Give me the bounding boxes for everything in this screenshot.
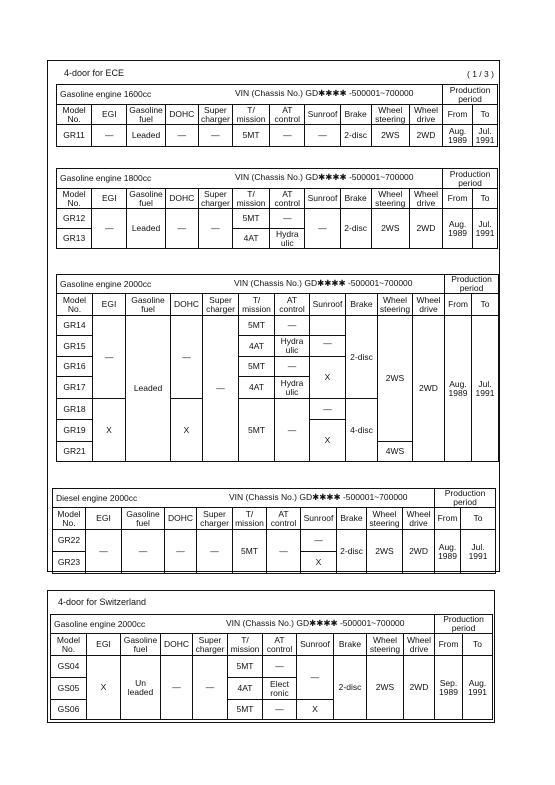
- at-control-cell: Elect ronic: [263, 678, 297, 700]
- at-control-cell: —: [275, 357, 310, 377]
- model-cell: GR17: [57, 377, 93, 399]
- header-fuel: Gasoline fuel: [127, 105, 165, 125]
- supercharger-cell: —: [203, 316, 239, 462]
- dohc-cell: X: [171, 399, 203, 462]
- model-cell: GR13: [57, 229, 92, 249]
- egi-cell: —: [93, 316, 126, 399]
- header-supercharger: Super charger: [198, 105, 232, 125]
- at-control-cell: Hydra ulic: [275, 336, 310, 357]
- brake-cell: 2-disc: [346, 316, 378, 399]
- header-model: Model No.: [57, 189, 92, 209]
- sunroof-cell: —: [310, 336, 346, 357]
- engine-label: Gasoline engine 2000cc: [54, 618, 146, 629]
- vin-label: VIN (Chassis No.) GD✱✱✱✱ -500001~700000: [235, 88, 414, 98]
- header-transmission: T/ mission: [232, 105, 269, 125]
- egi-cell: —: [86, 530, 122, 574]
- at-control-cell: —: [270, 125, 305, 147]
- table-diesel-2000: [52, 488, 496, 574]
- wheel-drive-cell: 2WD: [403, 530, 435, 574]
- header-supercharger: Super charger: [198, 189, 232, 209]
- dohc-cell: —: [161, 656, 193, 720]
- header-egi: EGI: [87, 634, 121, 656]
- wheel-drive-cell: 2WD: [413, 316, 445, 462]
- brake-cell: 4-disc: [346, 399, 378, 462]
- header-wheel-steering: Wheel steering: [367, 508, 403, 530]
- model-cell: GR23: [53, 552, 86, 574]
- header-egi: EGI: [92, 105, 127, 125]
- header-sunroof: Sunroof: [305, 189, 340, 209]
- header-from: From: [435, 634, 463, 656]
- header-transmission: T/ mission: [239, 294, 275, 316]
- transmission-cell: 5MT: [232, 209, 269, 229]
- wheel-drive-cell: 2WD: [404, 656, 435, 720]
- transmission-cell: 4AT: [228, 678, 263, 700]
- to-cell: Aug. 1991: [463, 656, 493, 720]
- supercharger-cell: —: [197, 530, 233, 574]
- header-dohc: DOHC: [165, 189, 198, 209]
- header-brake: Brake: [340, 189, 371, 209]
- table-row: [57, 316, 499, 336]
- transmission-cell: 5MT: [228, 656, 263, 678]
- header-fuel: Gasoline fuel: [126, 294, 171, 316]
- header-transmission: T/ mission: [232, 189, 269, 209]
- at-control-cell: —: [267, 530, 301, 574]
- at-control-cell: —: [263, 700, 297, 720]
- sunroof-cell: —: [297, 656, 334, 700]
- header-supercharger: Super charger: [193, 634, 228, 656]
- header-model: Model No.: [51, 634, 87, 656]
- header-dohc: DOHC: [165, 105, 198, 125]
- ece-title: 4-door for ECE: [64, 68, 125, 78]
- page-indicator: ( 1 / 3 ): [467, 69, 494, 79]
- dohc-cell: —: [165, 530, 197, 574]
- brake-cell: 2-disc: [340, 209, 371, 249]
- header-wheel-drive: Wheel drive: [413, 294, 445, 316]
- wheel-steering-cell: 4WS: [378, 442, 413, 462]
- header-production-period: Production period: [435, 489, 496, 508]
- supercharger-cell: —: [198, 125, 232, 147]
- header-to: To: [473, 105, 498, 125]
- from-cell: Aug. 1989: [443, 209, 473, 249]
- egi-cell: X: [93, 399, 126, 462]
- table-gasoline-2000: [56, 274, 499, 462]
- header-brake: Brake: [334, 634, 367, 656]
- vin-label: VIN (Chassis No.) GD✱✱✱✱ -500001~700000: [226, 618, 405, 628]
- header-to: To: [472, 294, 499, 316]
- fuel-cell: Leaded: [127, 209, 165, 249]
- table-row: [57, 209, 498, 229]
- brake-cell: 2-disc: [337, 530, 367, 574]
- header-model: Model No.: [57, 105, 92, 125]
- header-at-control: AT control: [263, 634, 297, 656]
- header-sunroof: Sunroof: [310, 294, 346, 316]
- egi-cell: X: [87, 656, 121, 720]
- header-wheel-steering: Wheel steering: [367, 634, 404, 656]
- header-production-period: Production period: [445, 275, 499, 294]
- model-cell: GS05: [51, 678, 87, 700]
- dohc-cell: —: [165, 125, 198, 147]
- model-cell: GR16: [57, 357, 93, 377]
- header-supercharger: Super charger: [203, 294, 239, 316]
- header-from: From: [445, 294, 472, 316]
- dohc-cell: —: [165, 209, 198, 249]
- at-control-cell: —: [275, 399, 310, 462]
- header-at-control: AT control: [270, 189, 305, 209]
- model-cell: GR11: [57, 125, 92, 147]
- header-wheel-drive: Wheel drive: [403, 508, 435, 530]
- at-control-cell: —: [270, 209, 305, 229]
- to-cell: Jul. 1991: [461, 530, 496, 574]
- model-cell: GR12: [57, 209, 92, 229]
- fuel-cell: Un leaded: [121, 656, 161, 720]
- fuel-cell: —: [122, 530, 165, 574]
- wheel-steering-cell: 2WS: [371, 209, 409, 249]
- header-egi: EGI: [93, 294, 126, 316]
- model-cell: GR21: [57, 442, 93, 462]
- table-row: [53, 530, 496, 552]
- header-from: From: [443, 189, 473, 209]
- engine-label: Diesel engine 2000cc: [56, 492, 138, 503]
- header-egi: EGI: [92, 189, 127, 209]
- transmission-cell: 4AT: [239, 377, 275, 399]
- header-brake: Brake: [340, 105, 371, 125]
- table-row: [57, 125, 498, 147]
- header-from: From: [443, 105, 473, 125]
- sunroof-cell: —: [310, 399, 346, 420]
- engine-label: Gasoline engine 2000cc: [60, 278, 152, 289]
- transmission-cell: 4AT: [239, 336, 275, 357]
- model-cell: GR14: [57, 316, 93, 336]
- fuel-cell: Leaded: [126, 316, 171, 462]
- at-control-cell: Hydra ulic: [275, 377, 310, 399]
- at-control-cell: —: [275, 316, 310, 336]
- header-production-period: Production period: [443, 85, 498, 105]
- header-model: Model No.: [57, 294, 93, 316]
- from-cell: Sep. 1989: [435, 656, 463, 720]
- model-cell: GR18: [57, 399, 93, 420]
- to-cell: Jul. 1991: [473, 125, 498, 147]
- table-gasoline-1600: [56, 84, 498, 147]
- model-cell: GR15: [57, 336, 93, 357]
- at-control-cell: Hydra ulic: [270, 229, 305, 249]
- wheel-steering-cell: 2WS: [367, 530, 403, 574]
- switzerland-title: 4-door for Switzerland: [58, 597, 147, 607]
- brake-cell: 2-disc: [340, 125, 371, 147]
- header-from: From: [435, 508, 461, 530]
- header-sunroof: Sunroof: [301, 508, 337, 530]
- header-fuel: Gasoline fuel: [122, 508, 165, 530]
- header-brake: Brake: [346, 294, 378, 316]
- at-control-cell: —: [263, 656, 297, 678]
- header-at-control: AT control: [275, 294, 310, 316]
- header-wheel-drive: Wheel drive: [404, 634, 435, 656]
- to-cell: Jul. 1991: [473, 209, 498, 249]
- header-wheel-steering: Wheel steering: [371, 189, 409, 209]
- header-at-control: AT control: [270, 105, 305, 125]
- sunroof-cell: —: [301, 530, 337, 552]
- table-row: [51, 656, 493, 678]
- model-cell: GS04: [51, 656, 87, 678]
- sunroof-cell: X: [310, 357, 346, 399]
- transmission-cell: 5MT: [228, 700, 263, 720]
- header-to: To: [473, 189, 498, 209]
- wheel-steering-cell: 2WS: [367, 656, 404, 720]
- supercharger-cell: —: [193, 656, 228, 720]
- wheel-drive-cell: 2WD: [409, 125, 442, 147]
- header-to: To: [461, 508, 496, 530]
- sunroof-cell: —: [305, 125, 340, 147]
- header-fuel: Gasoline fuel: [127, 189, 165, 209]
- wheel-steering-cell: 2WS: [378, 316, 413, 442]
- model-cell: GS06: [51, 700, 87, 720]
- transmission-cell: 5MT: [239, 357, 275, 377]
- egi-cell: —: [92, 125, 127, 147]
- header-model: Model No.: [53, 508, 86, 530]
- transmission-cell: 4AT: [232, 229, 269, 249]
- header-wheel-drive: Wheel drive: [409, 189, 442, 209]
- brake-cell: 2-disc: [334, 656, 367, 720]
- header-transmission: T/ mission: [233, 508, 267, 530]
- header-supercharger: Super charger: [197, 508, 233, 530]
- transmission-cell: 5MT: [239, 316, 275, 336]
- from-cell: Aug. 1989: [443, 125, 473, 147]
- sunroof-cell: —: [305, 209, 340, 249]
- vin-label: VIN (Chassis No.) GD✱✱✱✱ -500001~700000: [234, 278, 413, 288]
- header-fuel: Gasoline fuel: [121, 634, 161, 656]
- vin-label: VIN (Chassis No.) GD✱✱✱✱ -500001~700000: [229, 492, 408, 502]
- header-dohc: DOHC: [161, 634, 193, 656]
- wheel-drive-cell: 2WD: [409, 209, 442, 249]
- engine-label: Gasoline engine 1600cc: [60, 89, 152, 100]
- header-sunroof: Sunroof: [305, 105, 340, 125]
- from-cell: Aug. 1989: [445, 316, 472, 462]
- header-at-control: AT control: [267, 508, 301, 530]
- vin-label: VIN (Chassis No.) GD✱✱✱✱ -500001~700000: [235, 172, 414, 182]
- header-dohc: DOHC: [165, 508, 197, 530]
- sunroof-cell: X: [301, 552, 337, 574]
- sunroof-cell: X: [297, 700, 334, 720]
- from-cell: Aug. 1989: [435, 530, 461, 574]
- wheel-steering-cell: 2WS: [371, 125, 409, 147]
- model-cell: GR22: [53, 530, 86, 552]
- to-cell: Jul. 1991: [472, 316, 499, 462]
- header-to: To: [463, 634, 493, 656]
- egi-cell: —: [92, 209, 127, 249]
- header-dohc: DOHC: [171, 294, 203, 316]
- transmission-cell: 5MT: [232, 125, 269, 147]
- header-sunroof: Sunroof: [297, 634, 334, 656]
- header-production-period: Production period: [443, 169, 498, 189]
- supercharger-cell: —: [198, 209, 232, 249]
- header-wheel-steering: Wheel steering: [371, 105, 409, 125]
- transmission-cell: 5MT: [239, 399, 275, 462]
- header-brake: Brake: [337, 508, 367, 530]
- header-wheel-drive: Wheel drive: [409, 105, 442, 125]
- engine-label: Gasoline engine 1800cc: [60, 173, 152, 184]
- sunroof-cell: X: [310, 420, 346, 462]
- fuel-cell: Leaded: [127, 125, 165, 147]
- header-transmission: T/ mission: [228, 634, 263, 656]
- header-egi: EGI: [86, 508, 122, 530]
- header-production-period: Production period: [435, 615, 493, 634]
- transmission-cell: 5MT: [233, 530, 267, 574]
- header-wheel-steering: Wheel steering: [378, 294, 413, 316]
- model-cell: GR19: [57, 420, 93, 442]
- table-switzerland-gasoline-2000: [50, 614, 493, 720]
- dohc-cell: —: [171, 316, 203, 399]
- table-gasoline-1800: [56, 168, 498, 249]
